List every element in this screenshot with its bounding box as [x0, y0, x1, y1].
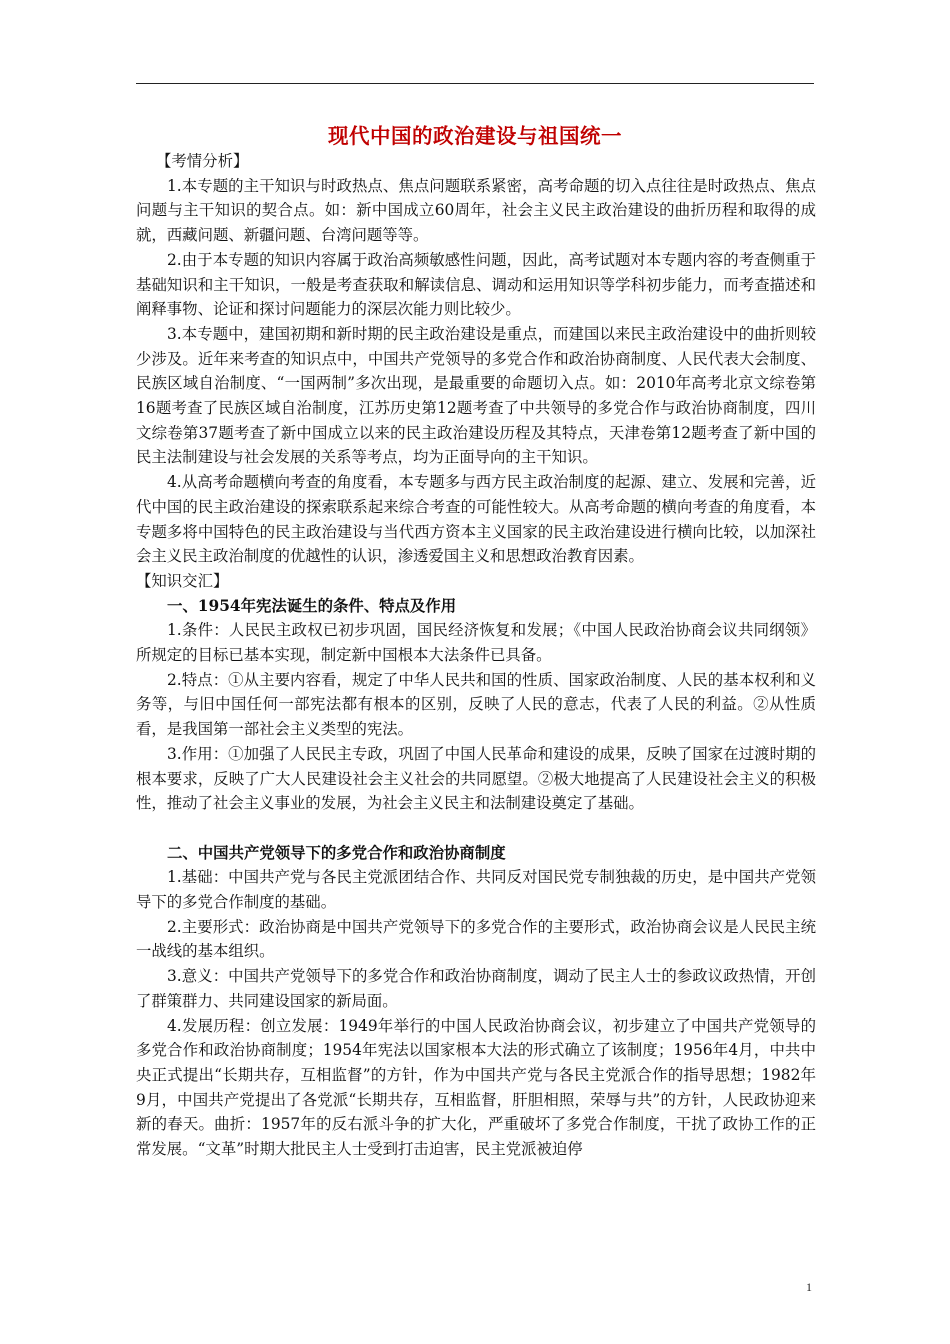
page-number: 1 [806, 1280, 812, 1294]
paragraph: 4.发展历程：创立发展：1949年举行的中国人民政治协商会议，初步建立了中国共产党领导的多党合作和政治协商制度；1954年宪法以国家根本大法的形式确立了该制度；1956年4月，中共中央正式提出“长期共存，互相监督”的方针，作为中国共产党与各民主党派合作的指导思想；1982年9月，中国共产党提出了各党派“长期共存，互相监督，肝胆相照，荣辱与共”的方针，人民政协迎来新的春天。曲折：1957年的反右派斗争的扩大化，严重破坏了多党合作制度，干扰了政协工作的正常发展。“文革”时期大批民主人士受到打击迫害，民主党派被迫停 [136, 1016, 816, 1159]
subsection-heading-multiparty: 二、中国共产党领导下的多党合作和政治协商制度 [167, 843, 506, 862]
spacer [136, 816, 816, 841]
paragraph: 4.从高考命题横向考查的角度看，本专题多与西方民主政治制度的起源、建立、发展和完善，近代中国的民主政治建设的探索联系起来综合考查的可能性较大。从高考命题的横向考查的角度看，本专题多将中国特色的民主政治建设与当代西方资本主义国家的民主政治建设进行横向比较，以加深社会主义民主政治制度的优越性的认识，渗透爱国主义和思想政治教育因素。 [136, 473, 816, 566]
paragraph: 3.作用：①加强了人民民主专政，巩固了中国人民革命和建设的成果，反映了国家在过渡时期的根本要求，反映了广大人民建设社会主义社会的共同愿望。②极大地提高了人民建设社会主义的积极性，推动了社会主义事业的发展，为社会主义民主和法制建设奠定了基础。 [136, 744, 816, 813]
header-rule [136, 83, 814, 84]
paragraph: 3.意义：中国共产党领导下的多党合作和政治协商制度，调动了民主人士的参政议政热情，开创了群策群力、共同建设国家的新局面。 [136, 967, 816, 1010]
paragraph: 1.基础：中国共产党与各民主党派团结合作、共同反对国民党专制独裁的历史，是中国共产党领导下的多党合作制度的基础。 [136, 868, 816, 912]
subsection-heading-constitution: 一、1954年宪法诞生的条件、特点及作用 [167, 596, 457, 615]
section-heading-analysis: 【考情分析】 [156, 152, 249, 170]
paragraph: 1.本专题的主干知识与时政热点、焦点问题联系紧密，高考命题的切入点往往是时政热点、焦点问题与主干知识的契合点。如：新中国成立60周年，社会主义民主政治建设的曲折历程和取得的成就，西藏问题、新疆问题、台湾问题等等。 [136, 176, 816, 245]
paragraph: 2.由于本专题的知识内容属于政治高频敏感性问题，因此，高考试题对本专题内容的考查侧重于基础知识和主干知识，一般是考查获取和解读信息、调动和运用知识等学科初步能力，而考查描述和阐释事物、论证和探讨问题能力的深层次能力则比较少。 [136, 250, 816, 319]
paragraph: 2.特点：①从主要内容看，规定了中华人民共和国的性质、国家政治制度、人民的基本权利和义务等，与旧中国任何一部宪法都有根本的区别，反映了人民的意志，代表了人民的利益。②从性质看，是我国第一部社会主义类型的宪法。 [136, 670, 816, 739]
paragraph: 1.条件：人民民主政权已初步巩固，国民经济恢复和发展；《中国人民政治协商会议共同纲领》所规定的目标已基本实现，制定新中国根本大法条件已具备。 [136, 621, 816, 665]
document-body [136, 149, 816, 1162]
section-heading-knowledge: 【知识交汇】 [136, 571, 229, 590]
paragraph: 3.本专题中，建国初期和新时期的民主政治建设是重点，而建国以来民主政治建设中的曲折则较少涉及。近年来考查的知识点中，中国共产党领导的多党合作和政治协商制度、人民代表大会制度、民族区域自治制度、“一国两制”多次出现，是最重要的命题切入点。如：2010年高考北京文综卷第16题考查了民族区域自治制度，江苏历史第12题考查了中共领导的多党合作与政治协商制度，四川文综卷第37题考查了新中国成立以来的民主政治建设历程及其特点，天津卷第12题考查了新中国的民主法制建设与社会发展的关系等考点，均为正面导向的主干知识。 [136, 324, 816, 467]
paragraph: 2.主要形式：政治协商是中国共产党领导下的多党合作的主要形式，政治协商会议是人民民主统一战线的基本组织。 [136, 917, 816, 961]
document-title: 现代中国的政治建设与祖国统一 [328, 124, 622, 148]
